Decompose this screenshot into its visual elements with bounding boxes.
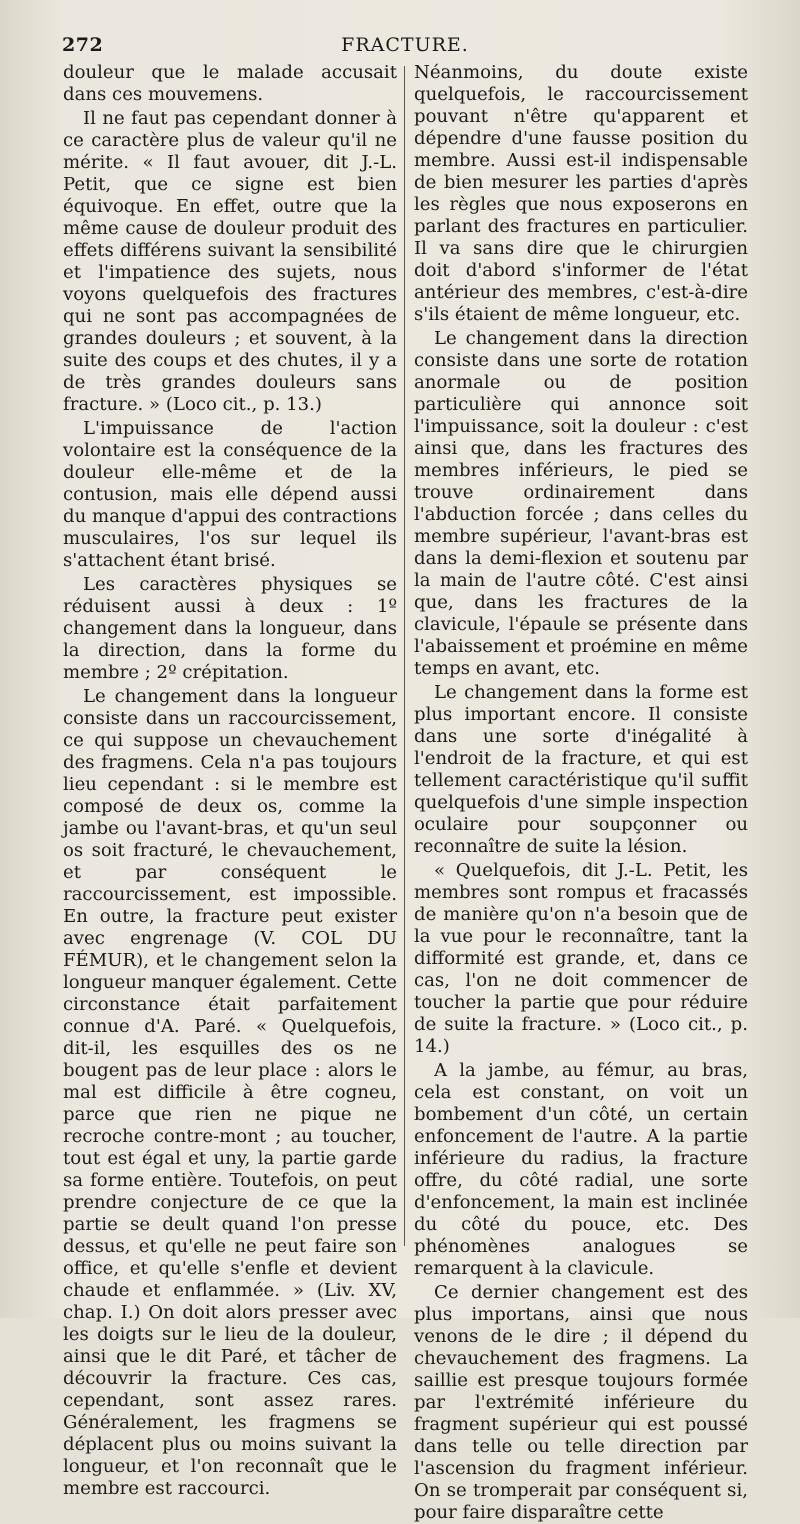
paragraph: Le changement dans la longueur consiste dans un raccourcissement, ce qui suppose un chevauchement des fragmens. Cela n'a pas toujours lieu cependant : si le membre est composé de deux os, comme la jambe ou l'avant-bras, et qu'un seul os soit fracturé, le chevauchement, et par conséquent le raccourcissement, est impossible. En outre, la fracture peut exister avec engrenage (V. COL DU FÉMUR), et le changement selon la longueur manquer également. Cette circonstance était parfaitement connue d'A. Paré. « Quelquefois, dit-il, les esquilles des os ne bougent pas de leur place : alors le mal est difficile à être cogneu, parce que rien ne pique ne recroche contre-mont ; au toucher, tout est égal et uny, la partie garde sa forme entière. Toutefois, on peut prendre conjecture de ce que la partie se deult quand l'on presse dessus, et qu'elle ne peut faire son office, et qu'elle s'enfle et devient chaude et enflammée. » (Liv. XV, chap. I.) On doit alors presser avec les doigts sur le lieu de la douleur, ainsi que le dit Paré, et tâcher de découvrir la fracture. Ces cas, cependant, sont assez rares. Généralement, les fragmens se déplacent plus ou moins suivant la longueur, et l'on reconnaît que le membre est raccourci. <box>63 686 397 1499</box>
paragraph: L'impuissance de l'action volontaire est la conséquence de la douleur elle-même et de la contusion, mais elle dépend aussi du manque d'appui des contractions musculaires, l'os sur lequel ils s'attachent étant brisé. <box>63 418 397 571</box>
paragraph: Néanmoins, du doute existe quelquefois, le raccourcissement pouvant n'être qu'apparent et dépendre d'une fausse position du membre. Aussi est-il indispensable de bien mesurer les parties d'après les règles que nous exposerons en parlant des fractures en particulier. Il va sans dire que le chirurgien doit d'abord s'informer de l'état antérieur des membres, c'est-à-dire s'ils étaient de même longueur, etc. <box>414 62 748 325</box>
left-column <box>63 62 397 1500</box>
column-divider <box>404 66 405 1246</box>
paragraph: Ce dernier changement est des plus importans, ainsi que nous venons de le dire ; il dépend du chevauchement des fragmens. La saillie est presque toujours formée par l'extrémité inférieure du fragment supérieur qui est poussé dans telle ou telle direction par l'ascension du fragment inférieur. On se tromperait par conséquent si, pour faire disparaître cette <box>414 1282 748 1523</box>
paragraph: Le changement dans la direction consiste dans une sorte de rotation anormale ou de position particulière qui annonce soit l'impuissance, soit la douleur : c'est ainsi que, dans les fractures des membres inférieurs, le pied se trouve ordinairement dans l'abduction forcée ; dans celles du membre supérieur, l'avant-bras est dans la demi-flexion et soutenu par la main de l'autre côté. C'est ainsi que, dans les fractures de la clavicule, l'épaule se présente dans l'abaissement et proémine en même temps en avant, etc. <box>414 328 748 679</box>
paragraph: Le changement dans la forme est plus important encore. Il consiste dans une sorte d'inégalité à l'endroit de la fracture, et qui est tellement caractéristique qu'il suffit quelquefois d'une simple inspection oculaire pour soupçonner ou reconnaître de suite la lésion. <box>414 682 748 857</box>
page-number: 272 <box>62 34 104 56</box>
paragraph: douleur que le malade accusait dans ces mouvemens. <box>63 62 397 105</box>
paragraph: A la jambe, au fémur, au bras, cela est constant, on voit un bombement d'un côté, un certain enfoncement de l'autre. A la partie inférieure du radius, la fracture offre, du côté radial, une sorte d'enfoncement, la main est inclinée du côté du pouce, etc. Des phénomènes analogues se remarquent à la clavicule. <box>414 1060 748 1279</box>
paragraph: Les caractères physiques se réduisent aussi à deux : 1º changement dans la longueur, dans la direction, dans la forme du membre ; 2º crépitation. <box>63 574 397 683</box>
right-column <box>414 62 748 1524</box>
paragraph: « Quelquefois, dit J.-L. Petit, les membres sont rompus et fracassés de manière qu'on n'a besoin que de la vue pour le reconnaître, tant la difformité est grande, et, dans ce cas, l'on ne doit commencer de toucher la partie que pour réduire de suite la fracture. » (Loco cit., p. 14.) <box>414 860 748 1057</box>
running-title: FRACTURE. <box>341 34 469 56</box>
paragraph: Il ne faut pas cependant donner à ce caractère plus de valeur qu'il ne mérite. « Il faut avouer, dit J.-L. Petit, que ce signe est bien équivoque. En effet, outre que la même cause de douleur produit des effets différens suivant la sensibilité et l'impatience des sujets, nous voyons quelquefois des fractures qui ne sont pas accompagnées de grandes douleurs ; et souvent, à la suite des coups et des chutes, il y a de très grandes douleurs sans fracture. » (Loco cit., p. 13.) <box>63 108 397 415</box>
page-header <box>62 34 748 60</box>
